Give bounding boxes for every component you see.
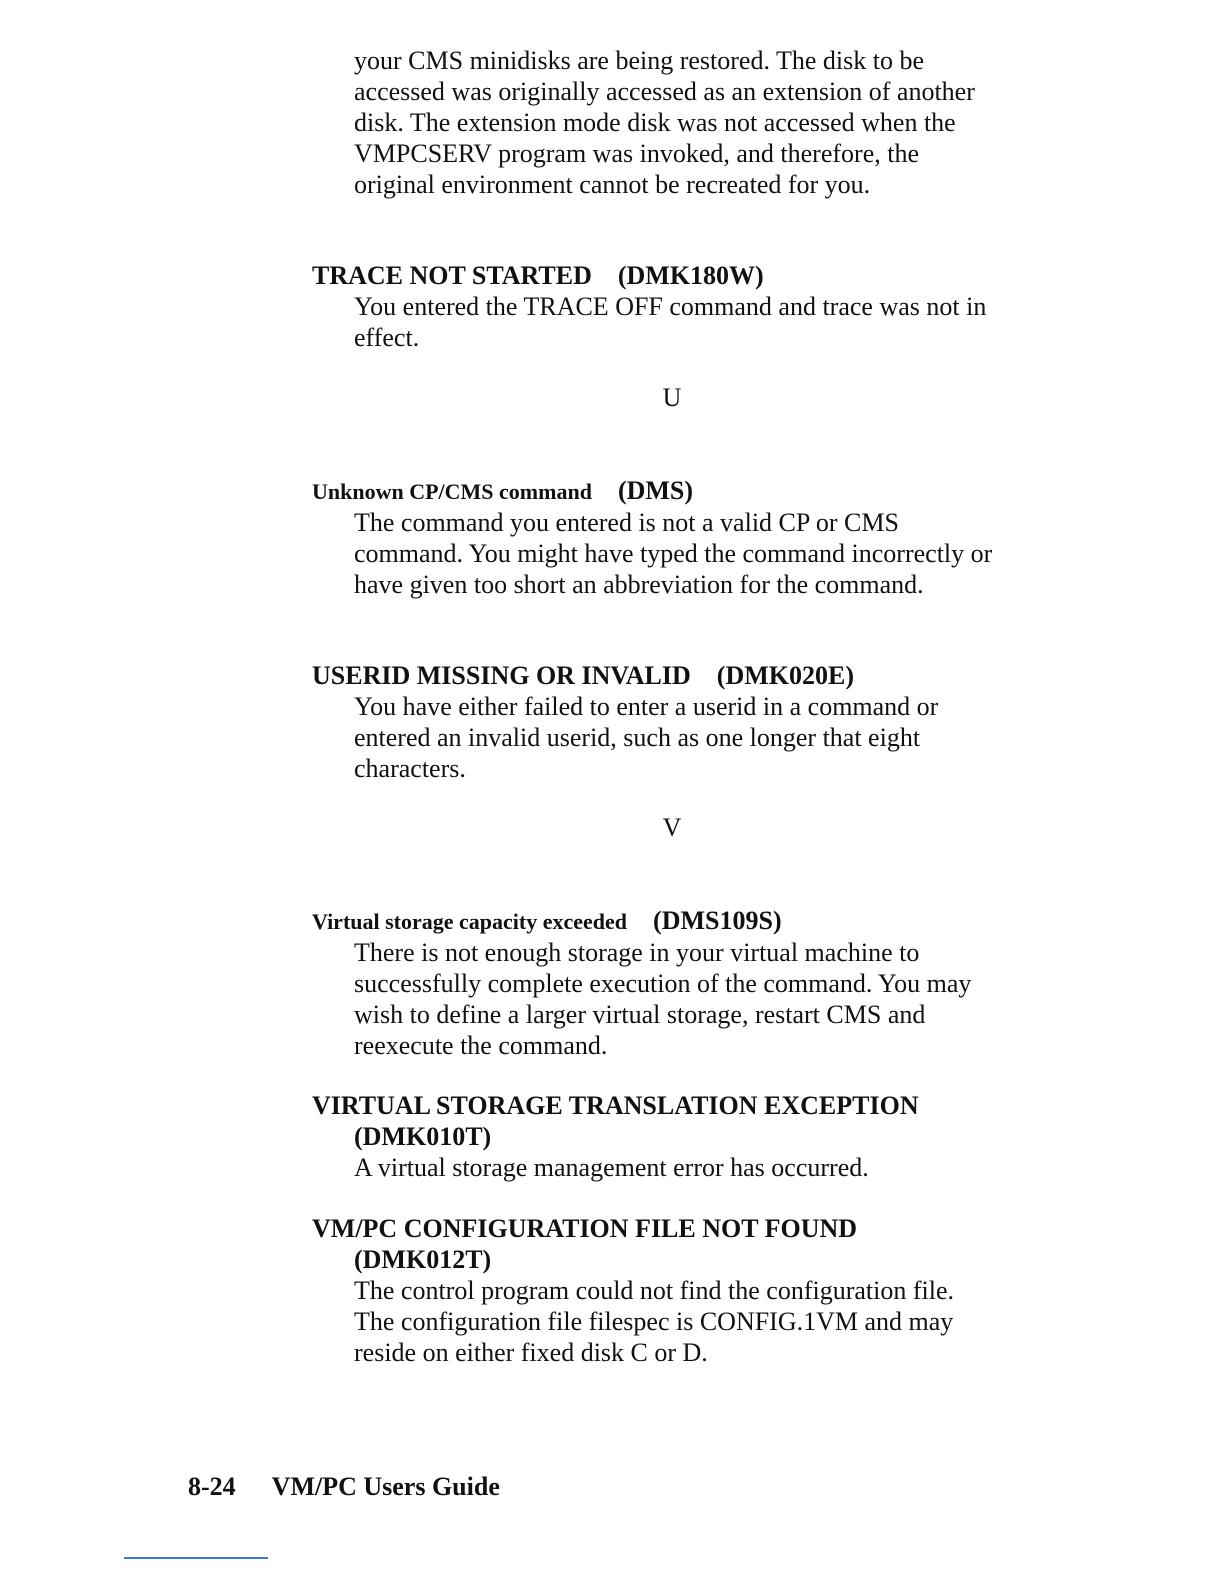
message-description: You entered the TRACE OFF command and trace was not in effect.: [354, 292, 987, 352]
message-title: Unknown CP/CMS command: [312, 479, 592, 504]
section-letter-v: V: [662, 813, 682, 842]
message-heading: [312, 905, 1012, 937]
page-number: 8-24: [188, 1472, 236, 1501]
message-description: You have either failed to enter a userid in a command or entered an invalid userid, such as one longer that eight characters.: [354, 692, 939, 783]
message-code: (DMK012T): [354, 1245, 492, 1274]
page-footer: [188, 1472, 500, 1502]
message-config-file-not-found: [312, 1213, 1012, 1368]
message-userid-missing: [312, 660, 1012, 784]
message-title: TRACE NOT STARTED: [312, 261, 592, 290]
message-description: The command you entered is not a valid CP or CMS command. You might have typed the command incorrectly or have given too short an abbreviation for the command.: [354, 508, 993, 599]
message-description: The control program could not find the configuration file. The configuration file filespec is CONFIG.1VM and may reside on either fixed disk C or D.: [354, 1276, 954, 1367]
message-description: There is not enough storage in your virtual machine to successfully complete execution of the command. You may wish to define a larger virtual storage, restart CMS and reexecute the command.: [354, 938, 972, 1060]
message-heading: [312, 260, 1012, 291]
message-virtual-storage-translation: [312, 1090, 1012, 1183]
bottom-rule: [124, 1557, 268, 1559]
message-heading: [312, 1090, 1012, 1152]
message-heading: [312, 1213, 1012, 1275]
section-letter-u: U: [662, 383, 682, 412]
message-code: (DMK020E): [716, 661, 854, 690]
message-code: (DMS109S): [653, 906, 782, 935]
message-title: USERID MISSING OR INVALID: [312, 661, 691, 690]
message-description: A virtual storage management error has occurred.: [354, 1153, 869, 1182]
message-virtual-storage-capacity: [312, 905, 1012, 1061]
message-trace-not-started: [312, 260, 1012, 353]
message-title: VIRTUAL STORAGE TRANSLATION EXCEPTION: [312, 1091, 919, 1120]
message-title: Virtual storage capacity exceeded: [312, 909, 628, 934]
intro-text: your CMS minidisks are being restored. The disk to be accessed was originally accessed as an extension of another disk. The extension mode disk was not accessed when the VMPCSERV program was invoked, and therefore, the original environment cannot be recreated for you.: [354, 46, 975, 199]
intro-paragraph: [312, 45, 1012, 200]
message-heading: [312, 475, 1012, 507]
message-heading: [312, 660, 1012, 691]
message-unknown-command: [312, 475, 1012, 600]
message-code: (DMK010T): [354, 1122, 492, 1151]
message-code: (DMS): [617, 476, 694, 505]
message-title: VM/PC CONFIGURATION FILE NOT FOUND: [312, 1214, 858, 1243]
message-code: (DMK180W): [617, 261, 764, 290]
book-title: VM/PC Users Guide: [271, 1472, 500, 1501]
